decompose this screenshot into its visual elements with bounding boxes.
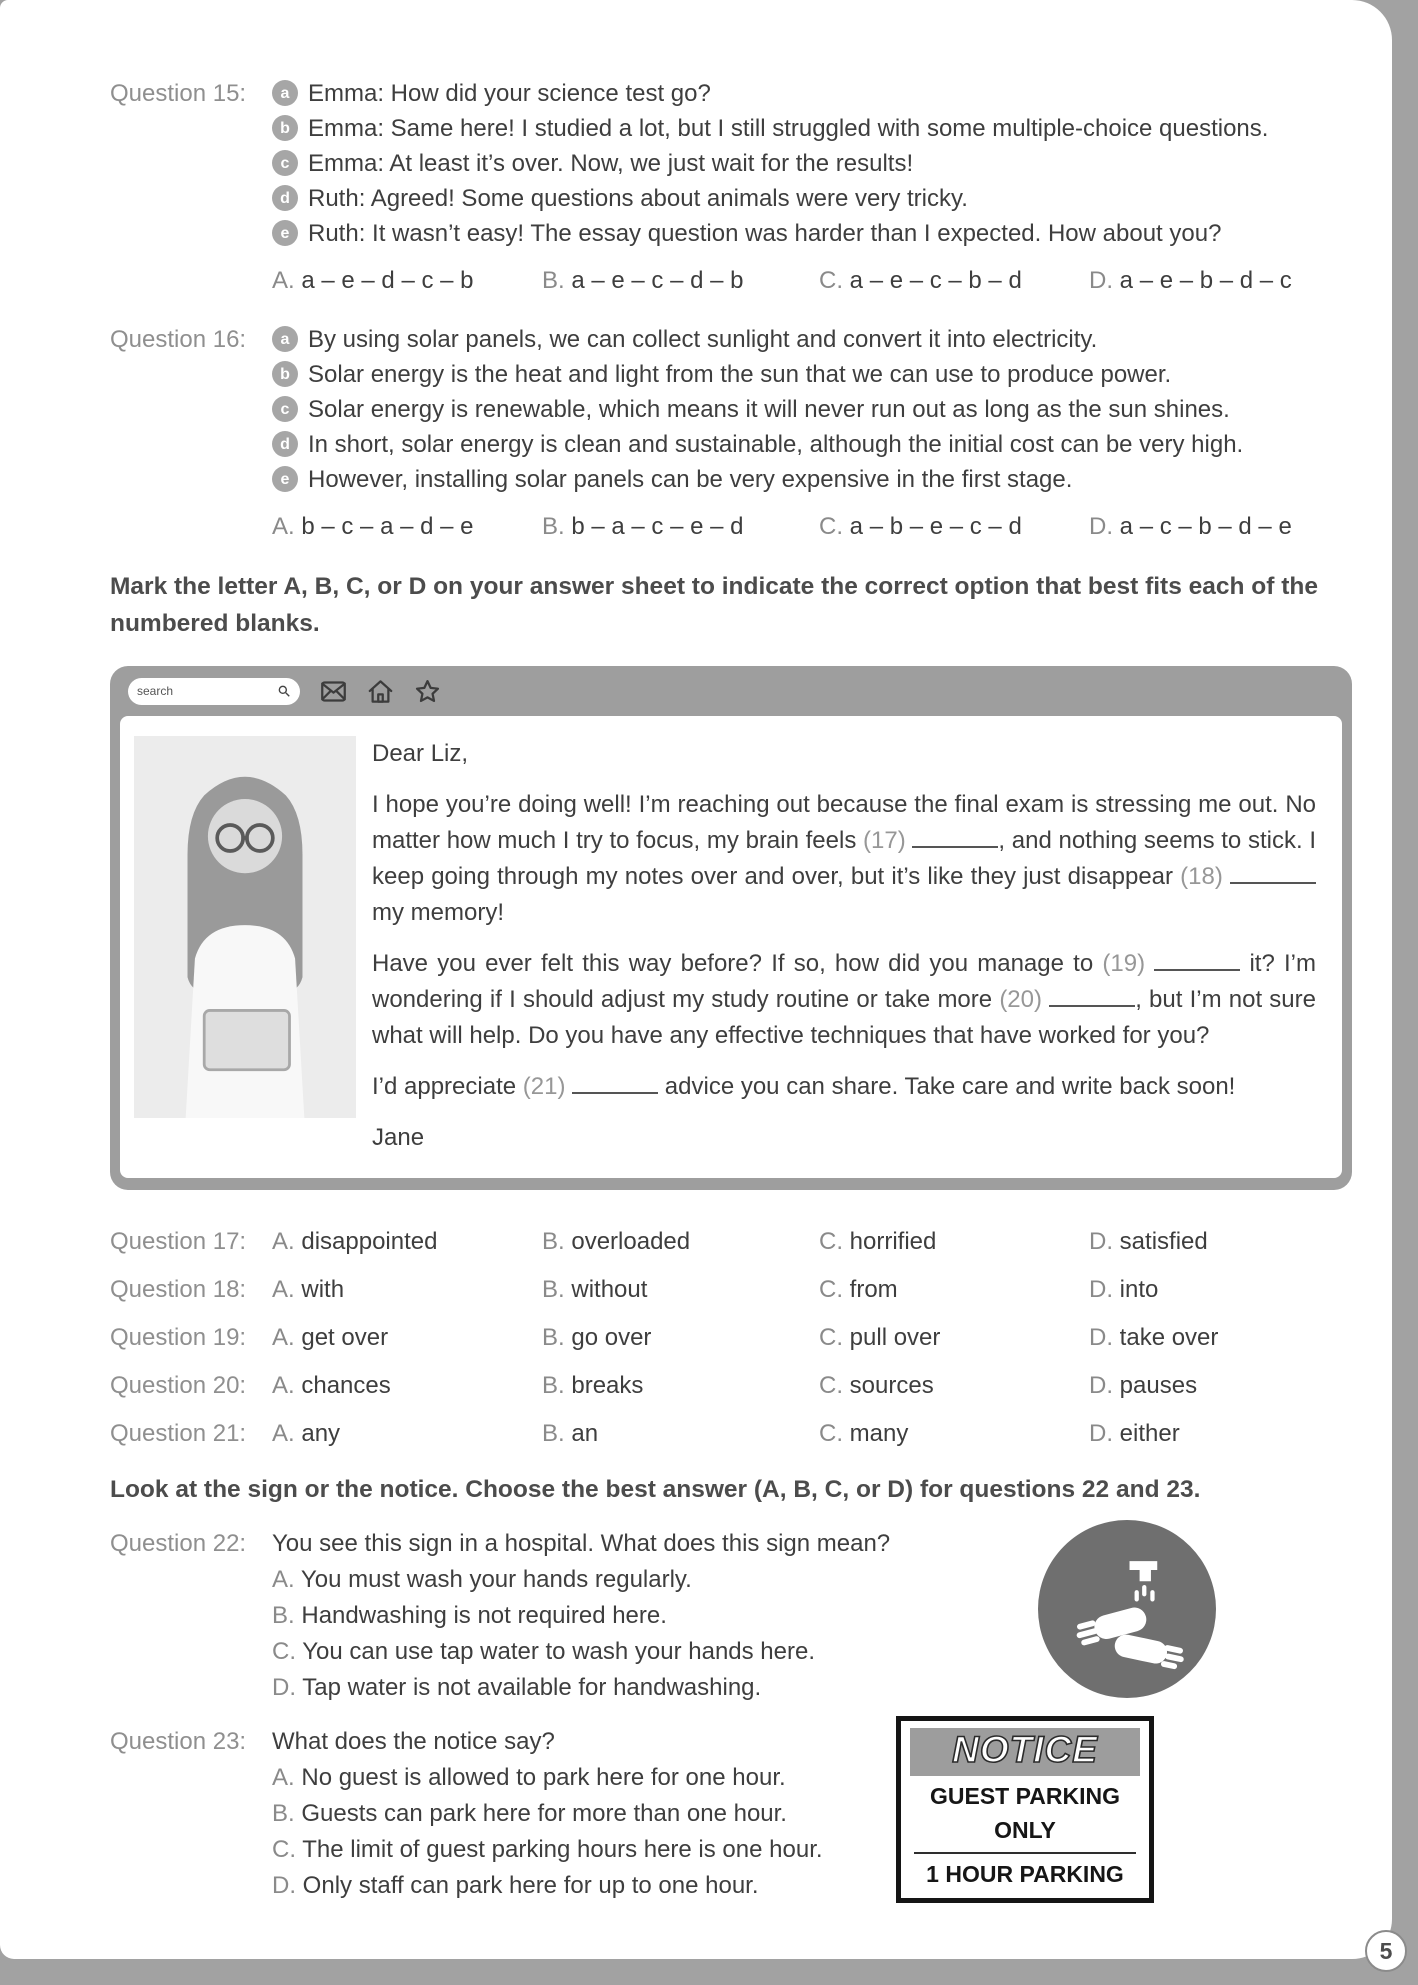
option-text: Solar energy is renewable, which means it will never run out as long as the sun shines. [308, 396, 1230, 423]
option-text: By using solar panels, we can collect sunlight and convert it into electricity. [308, 326, 1098, 353]
option-D: D. satisfied [1089, 1228, 1208, 1255]
notice-header [910, 1728, 1140, 1776]
option-A: A. get over [272, 1324, 389, 1351]
option-letter-badge: a [272, 326, 298, 352]
question-16-option-c [272, 392, 1352, 427]
blank-number-17: (17) [863, 827, 906, 854]
option-B: B. overloaded [542, 1228, 691, 1255]
search-bar-text: search [137, 684, 174, 698]
question-16-label: Question 16: [110, 326, 247, 353]
question-15-option-e [272, 216, 1352, 251]
question-15-option-d [272, 181, 1352, 216]
letter-paragraph-2: Have you ever felt this way before? If so, how did you manage to (19) it? I’m wondering if I should adjust my study routine or take more (20) , but I’m not sure what will help. Do you have any effective techniques that have worked for you? [372, 950, 1316, 1049]
question-23-block [110, 1724, 1352, 1939]
student-photo [134, 736, 356, 1118]
question-17-row: Question 17: A. disappointed B. overloaded C. horrified D. satisfied [110, 1224, 1352, 1259]
star-icon [414, 678, 441, 705]
option-letter-badge: b [272, 115, 298, 141]
question-15-option-a [272, 76, 1352, 111]
section-instruction-signs: Look at the sign or the notice. Choose the best answer (A, B, C, or D) for questions 22 and 23. [110, 1476, 1201, 1503]
question-16-answers [272, 512, 1352, 542]
question-15-block [110, 76, 1352, 296]
answer-choice-A: A. a – e – d – c – b [272, 267, 474, 294]
handwash-sign [1038, 1520, 1216, 1698]
answer-choice-B: B. b – a – c – e – d [542, 513, 744, 540]
blank-number-19: (19) [1102, 950, 1146, 977]
option-B: B. without [542, 1276, 648, 1303]
notice-line-1: GUEST PARKING [930, 1783, 1120, 1809]
option-C: C. horrified [819, 1228, 937, 1255]
page-number: 5 [1365, 1930, 1407, 1972]
option-A: A. disappointed [272, 1228, 438, 1255]
question-23-stem: What does the notice say? [272, 1728, 555, 1755]
option-A: A. any [272, 1420, 341, 1447]
option-B: B. Handwashing is not required here. [272, 1602, 667, 1629]
option-D: D. either [1089, 1420, 1180, 1447]
blank-19 [1154, 969, 1240, 971]
option-text: Emma: At least it’s over. Now, we just wait for the results! [308, 150, 914, 177]
option-D: D. into [1089, 1276, 1159, 1303]
notice-title: NOTICE [952, 1729, 1098, 1770]
question-15-option-b [272, 111, 1352, 146]
question-16-option-b [272, 357, 1352, 392]
option-D: D. Tap water is not available for handwashing. [272, 1674, 762, 1701]
option-letter-badge: e [272, 220, 298, 246]
blank-number-20: (20) [999, 986, 1042, 1013]
option-C: C. The limit of guest parking hours here is one hour. [272, 1836, 823, 1863]
option-text: Ruth: Agreed! Some questions about animals were very tricky. [308, 185, 968, 212]
home-icon [367, 678, 394, 705]
notice-divider [914, 1852, 1136, 1854]
blank-number-18: (18) [1180, 863, 1223, 890]
option-text: In short, solar energy is clean and sustainable, although the initial cost can be very high. [308, 431, 1244, 458]
option-text: Solar energy is the heat and light from the sun that we can use to produce power. [308, 361, 1172, 388]
option-letter-badge: b [272, 361, 298, 387]
letter-paragraph-1: I hope you’re doing well! I’m reaching out because the final exam is stressing me out. No matter how much I try to focus, my brain feels (17) , and nothing seems to stick. I keep going through my notes over and over, but it’s like they just disappear (18) my memory! [372, 791, 1316, 926]
blank-20 [1049, 1005, 1135, 1007]
option-C: C. many [819, 1420, 909, 1447]
notice-sign [896, 1716, 1154, 1903]
question-16-option-d [272, 427, 1352, 462]
blank-18 [1230, 882, 1316, 884]
question-15-label: Question 15: [110, 80, 247, 107]
option-C: C. sources [819, 1372, 934, 1399]
answer-choice-A: A. b – c – a – d – e [272, 513, 474, 540]
option-text: Ruth: It wasn’t easy! The essay question was harder than I expected. How about you? [308, 220, 1222, 247]
option-A: A. You must wash your hands regularly. [272, 1566, 692, 1593]
section-instruction-blanks: Mark the letter A, B, C, or D on your answer sheet to indicate the correct option that best fits each of the numbered blanks. [110, 573, 1318, 637]
option-B: B. breaks [542, 1372, 644, 1399]
option-letter-badge: d [272, 431, 298, 457]
browser-toolbar [120, 666, 1342, 716]
option-B: B. go over [542, 1324, 652, 1351]
question-15-answers [272, 266, 1352, 296]
option-text: Emma: Same here! I studied a lot, but I still struggled with some multiple-choice questions. [308, 115, 1269, 142]
letter-greeting: Dear Liz, [372, 740, 469, 767]
option-A: A. with [272, 1276, 345, 1303]
option-C: C. from [819, 1276, 898, 1303]
blank-21 [572, 1092, 658, 1094]
question-16-option-a [272, 322, 1352, 357]
option-C: C. You can use tap water to wash your hands here. [272, 1638, 816, 1665]
notice-line-2: ONLY [994, 1817, 1056, 1843]
option-letter-badge: e [272, 466, 298, 492]
letter-paragraph-3: I’d appreciate (21) advice you can share. Take care and write back soon! [372, 1073, 1236, 1100]
option-D: D. pauses [1089, 1372, 1198, 1399]
blank-number-21: (21) [522, 1073, 566, 1100]
notice-line-3: 1 HOUR PARKING [926, 1861, 1124, 1887]
question-19-row: Question 19: A. get over B. go over C. pull over D. take over [110, 1320, 1352, 1355]
option-letter-badge: d [272, 185, 298, 211]
question-16-options [272, 322, 1352, 497]
option-letter-badge: c [272, 396, 298, 422]
option-B: B. Guests can park here for more than one hour. [272, 1800, 787, 1827]
question-22-label: Question 22: [110, 1530, 247, 1557]
answer-choice-B: B. a – e – c – d – b [542, 267, 744, 294]
question-18-row: Question 18: A. with B. without C. from D. into [110, 1272, 1352, 1307]
letter-panel [120, 716, 1342, 1178]
mail-icon [320, 678, 347, 705]
question-20-row: Question 20: A. chances B. breaks C. sources D. pauses [110, 1368, 1352, 1403]
option-text: Emma: How did your science test go? [308, 80, 711, 107]
option-C: C. pull over [819, 1324, 941, 1351]
question-16-block [110, 322, 1352, 542]
question-16-option-e [272, 462, 1352, 497]
option-letter-badge: c [272, 150, 298, 176]
option-D: D. take over [1089, 1324, 1219, 1351]
blank-17 [912, 846, 998, 848]
option-text: However, installing solar panels can be very expensive in the first stage. [308, 466, 1073, 493]
option-A: A. No guest is allowed to park here for one hour. [272, 1764, 786, 1791]
option-D: D. Only staff can park here for up to one hour. [272, 1872, 759, 1899]
answer-choice-C: C. a – e – c – b – d [819, 267, 1022, 294]
letter-signature: Jane [372, 1124, 425, 1151]
option-B: B. an [542, 1420, 599, 1447]
answer-choice-D: D. a – c – b – d – e [1089, 513, 1292, 540]
option-A: A. chances [272, 1372, 391, 1399]
letter-text [372, 736, 1316, 1156]
answer-choice-D: D. a – e – b – d – c [1089, 267, 1292, 294]
option-letter-badge: a [272, 80, 298, 106]
question-22-stem: You see this sign in a hospital. What does this sign mean? [272, 1530, 891, 1557]
search-bar [128, 678, 300, 705]
email-browser-illustration [110, 666, 1352, 1190]
question-15-option-c [272, 146, 1352, 181]
question-23-label: Question 23: [110, 1728, 247, 1755]
questions-17-21 [110, 1224, 1352, 1451]
answer-choice-C: C. a – b – e – c – d [819, 513, 1022, 540]
search-icon [277, 677, 291, 705]
question-22-block [110, 1526, 1352, 1706]
question-15-options [272, 76, 1352, 251]
question-23-options [272, 1760, 1352, 1904]
question-21-row: Question 21: A. any B. an C. many D. either [110, 1416, 1352, 1451]
